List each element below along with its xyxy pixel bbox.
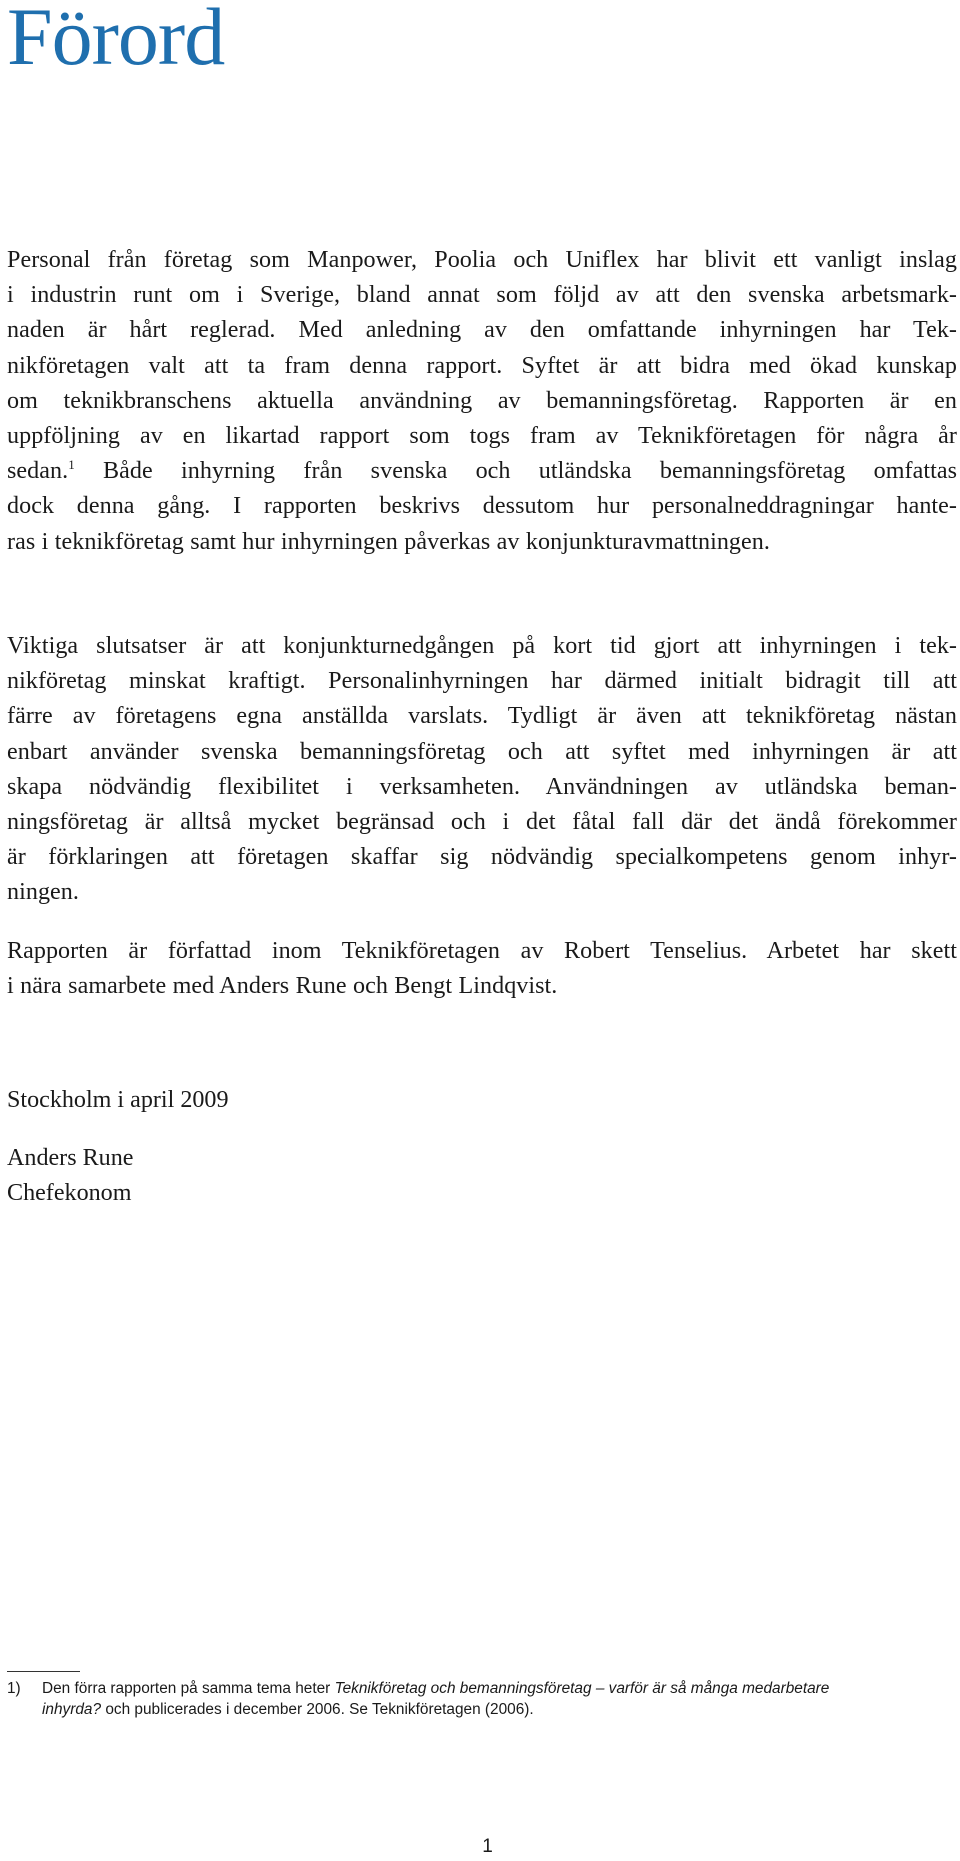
signatory-role: Chefekonom: [7, 1180, 132, 1206]
footnote-text: [42, 1678, 957, 1720]
footnote-text-before: Den förra rapporten på samma tema heter: [42, 1680, 335, 1697]
page-number: 1: [482, 1836, 493, 1857]
text-line: Rapporten är författad inom Teknikföretagen av Robert Tenselius. Arbetet har skett: [7, 938, 957, 964]
text-line: om teknikbranschens aktuella användning av bemanningsföretag. Rapporten är en: [7, 387, 957, 414]
footnote-reference[interactable]: 1: [68, 457, 75, 473]
text-line: dock denna gång. I rapporten beskrivs dessutom hur personalneddragningar hante-: [7, 493, 957, 520]
footnote-line: [42, 1699, 957, 1720]
footnote-cited-title: Teknikföretag och bemanningsföretag – varför är så många medarbetare: [334, 1680, 830, 1697]
text-line-with-footnote: [7, 454, 957, 489]
text-segment: Både inhyrning från svenska och utländska bemanningsföretag omfattas: [103, 458, 957, 485]
text-line: Personal från företag som Manpower, Poolia och Uniflex har blivit ett vanligt inslag: [7, 247, 957, 273]
footnote-line: [42, 1678, 957, 1699]
text-segment: sedan.: [7, 458, 69, 485]
footnote-number: 1): [7, 1680, 21, 1697]
footnote: [7, 1678, 957, 1720]
text-line: är förklaringen att företagen skaffar sig nödvändig specialkompetens genom inhyr-: [7, 844, 957, 871]
footnote-divider: [7, 1671, 80, 1672]
text-line: skapa nödvändig flexibilitet i verksamheten. Användningen av utländska beman-: [7, 773, 957, 800]
footnote-text-after: och publicerades i december 2006. Se Teknikföretagen (2006).: [101, 1701, 534, 1718]
page-title: Förord: [7, 0, 225, 82]
intro-paragraph: [7, 243, 957, 560]
authorship-paragraph: [7, 934, 957, 1004]
text-line: enbart använder svenska bemanningsföretag och att syftet med inhyrningen är att: [7, 738, 957, 765]
text-line: ningsföretag är alltså mycket begränsad och i det fåtal fall där det ändå förekommer: [7, 809, 957, 836]
text-line: ras i teknikföretag samt hur inhyrningen påverkas av konjunkturavmattningen.: [7, 528, 770, 555]
footnote-cited-title-cont: inhyrda?: [42, 1701, 102, 1718]
place-date: Stockholm i april 2009: [7, 1087, 229, 1113]
text-line: färre av företagens egna anställda varslats. Tydligt är även att teknikföretag nästan: [7, 703, 957, 730]
text-line: uppföljning av en likartad rapport som togs fram av Teknikföretagen för några år: [7, 423, 957, 450]
text-line: i nära samarbete med Anders Rune och Bengt Lindqvist.: [7, 973, 558, 1000]
signature-block: [7, 1141, 133, 1211]
signatory-name: Anders Rune: [7, 1145, 134, 1171]
text-line: ningen.: [7, 879, 79, 906]
text-line: nikföretagen valt att ta fram denna rapport. Syftet är att bidra med ökad kunskap: [7, 352, 957, 379]
text-line: nikföretag minskat kraftigt. Personalinhyrningen har därmed initialt bidragit till att: [7, 668, 957, 695]
text-line: Viktiga slutsatser är att konjunkturnedgången på kort tid gjort att inhyrningen i tek-: [7, 633, 957, 659]
conclusions-paragraph: [7, 629, 957, 911]
text-line: naden är hårt reglerad. Med anledning av den omfattande inhyrningen har Tek-: [7, 317, 957, 344]
text-line: i industrin runt om i Sverige, bland annat som följd av att den svenska arbetsmark-: [7, 282, 957, 309]
